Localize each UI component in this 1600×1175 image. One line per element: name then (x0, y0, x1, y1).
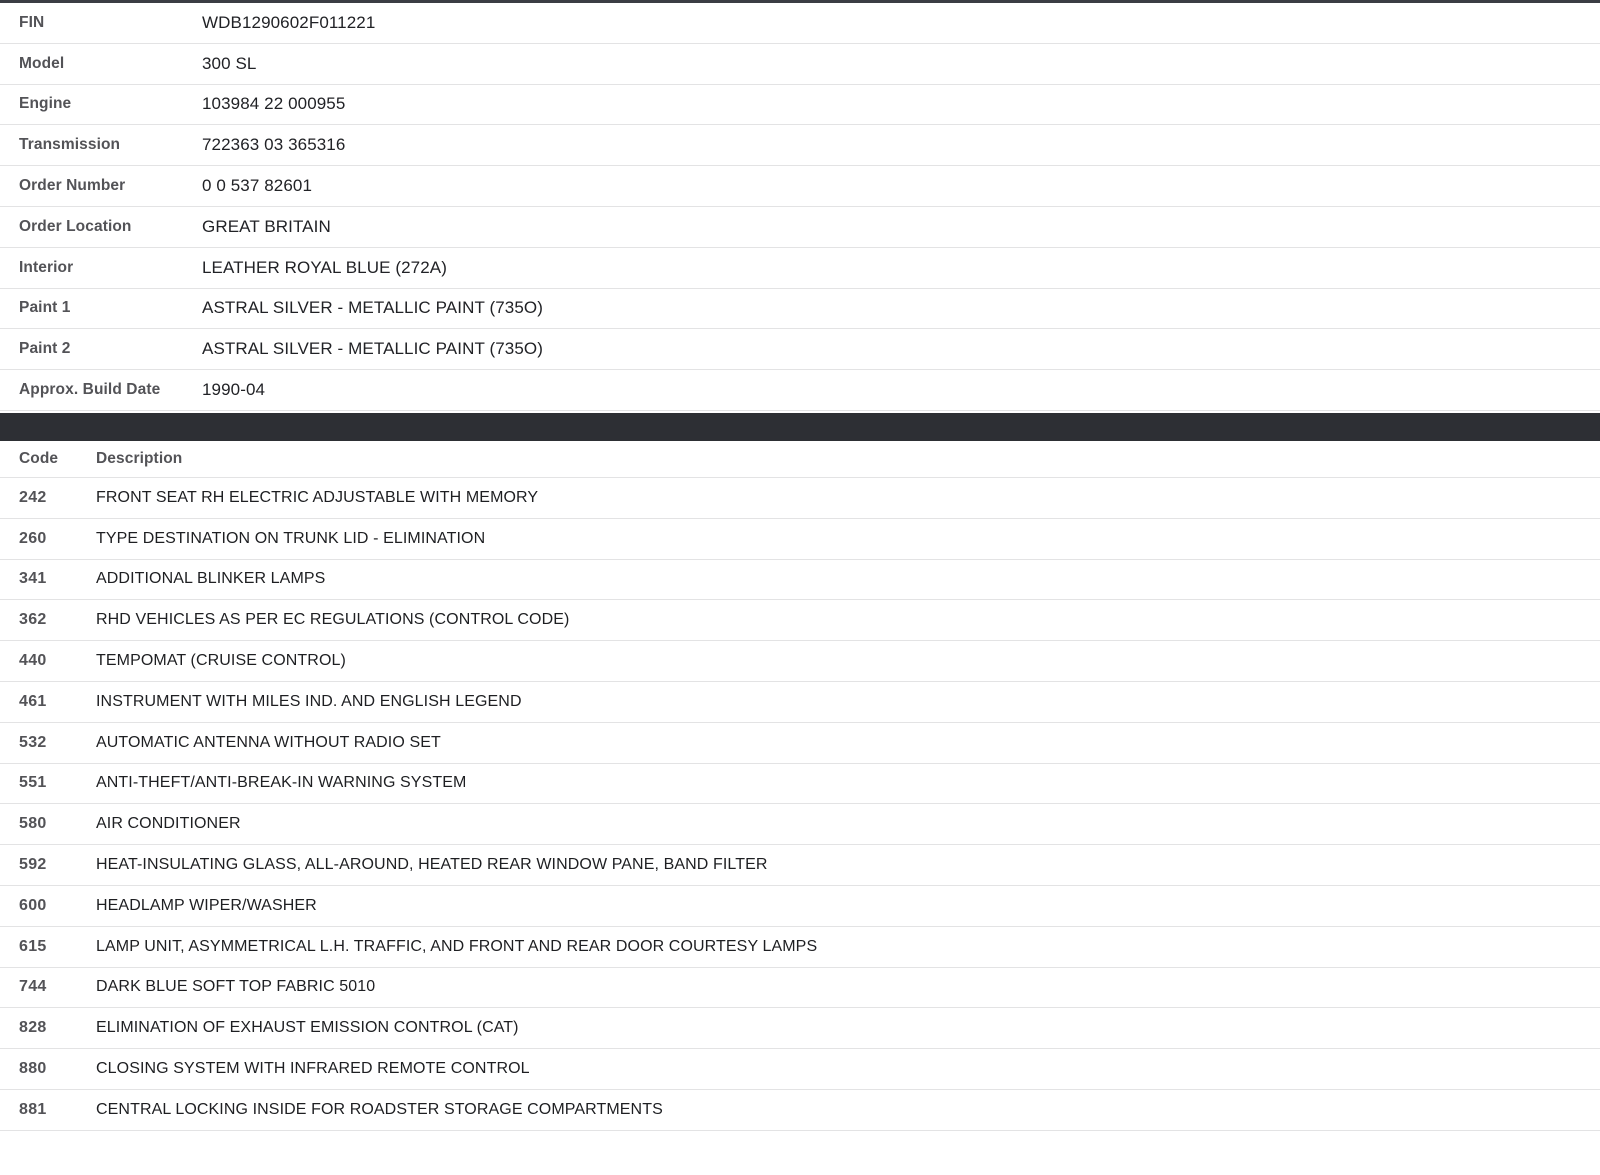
spec-label: Transmission (19, 136, 121, 154)
option-row (0, 478, 1600, 519)
option-row (0, 1090, 1600, 1131)
spec-label: Paint 2 (19, 340, 71, 358)
option-row (0, 845, 1600, 886)
spec-value: 1990-04 (202, 380, 266, 400)
spec-value: LEATHER ROYAL BLUE (272A) (202, 257, 447, 277)
option-code: 362 (19, 611, 47, 629)
options-table (0, 441, 1600, 1131)
spec-value: 0 0 537 82601 (202, 176, 313, 196)
option-row (0, 1008, 1600, 1049)
spec-value: 103984 22 000955 (202, 94, 346, 114)
option-row (0, 560, 1600, 601)
spec-label: FIN (19, 13, 45, 31)
spec-value: ASTRAL SILVER - METALLIC PAINT (735O) (202, 339, 543, 359)
spec-row (0, 248, 1600, 289)
option-row (0, 641, 1600, 682)
option-code: 615 (19, 937, 47, 955)
option-code: 881 (19, 1100, 47, 1118)
option-description: ANTI-THEFT/ANTI-BREAK-IN WARNING SYSTEM (96, 774, 467, 792)
option-description: LAMP UNIT, ASYMMETRICAL L.H. TRAFFIC, AND FRONT AND REAR DOOR COURTESY LAMPS (96, 937, 818, 955)
option-row (0, 1049, 1600, 1090)
option-code: 828 (19, 1019, 47, 1037)
option-description: CLOSING SYSTEM WITH INFRARED REMOTE CONTROL (96, 1060, 530, 1078)
spec-label: Engine (19, 95, 72, 113)
option-row (0, 723, 1600, 764)
spec-label: Paint 1 (19, 299, 71, 317)
option-row (0, 886, 1600, 927)
option-code: 592 (19, 856, 47, 874)
option-description: HEAT-INSULATING GLASS, ALL-AROUND, HEATED REAR WINDOW PANE, BAND FILTER (96, 856, 768, 874)
option-code: 600 (19, 896, 47, 914)
spec-label: Approx. Build Date (19, 381, 161, 399)
option-code: 580 (19, 815, 47, 833)
option-row (0, 519, 1600, 560)
section-divider-bar (0, 413, 1600, 441)
option-row (0, 927, 1600, 968)
option-code: 260 (19, 529, 47, 547)
option-description: TYPE DESTINATION ON TRUNK LID - ELIMINATION (96, 529, 486, 547)
spec-value: WDB1290602F011221 (202, 12, 376, 32)
spec-row (0, 85, 1600, 126)
option-code: 242 (19, 488, 47, 506)
spec-row (0, 125, 1600, 166)
option-code: 551 (19, 774, 47, 792)
spec-row (0, 3, 1600, 44)
option-code: 461 (19, 692, 47, 710)
spec-label: Order Location (19, 217, 132, 235)
spec-row (0, 289, 1600, 330)
spec-row (0, 44, 1600, 85)
options-header-row (0, 441, 1600, 478)
option-description: ADDITIONAL BLINKER LAMPS (96, 570, 326, 588)
option-description: AIR CONDITIONER (96, 815, 241, 833)
spec-value: GREAT BRITAIN (202, 216, 331, 236)
spec-value: 722363 03 365316 (202, 135, 346, 155)
spec-label: Order Number (19, 177, 126, 195)
option-row (0, 764, 1600, 805)
spec-label: Model (19, 54, 65, 72)
spec-row (0, 166, 1600, 207)
option-description: ELIMINATION OF EXHAUST EMISSION CONTROL (CAT) (96, 1019, 519, 1037)
option-description: FRONT SEAT RH ELECTRIC ADJUSTABLE WITH MEMORY (96, 488, 539, 506)
code-column-header: Code (19, 449, 59, 467)
option-row (0, 682, 1600, 723)
option-description: HEADLAMP WIPER/WASHER (96, 896, 317, 914)
spec-row (0, 329, 1600, 370)
option-description: RHD VEHICLES AS PER EC REGULATIONS (CONTROL CODE) (96, 611, 570, 629)
option-description: AUTOMATIC ANTENNA WITHOUT RADIO SET (96, 733, 441, 751)
option-code: 341 (19, 570, 47, 588)
option-code: 744 (19, 978, 47, 996)
option-description: DARK BLUE SOFT TOP FABRIC 5010 (96, 978, 376, 996)
description-column-header: Description (96, 449, 183, 467)
spec-value: ASTRAL SILVER - METALLIC PAINT (735O) (202, 298, 543, 318)
option-description: CENTRAL LOCKING INSIDE FOR ROADSTER STORAGE COMPARTMENTS (96, 1100, 663, 1118)
spec-row (0, 207, 1600, 248)
option-description: TEMPOMAT (CRUISE CONTROL) (96, 652, 346, 670)
option-code: 880 (19, 1060, 47, 1078)
option-row (0, 600, 1600, 641)
vehicle-info-table (0, 3, 1600, 411)
option-code: 532 (19, 733, 47, 751)
option-row (0, 804, 1600, 845)
option-row (0, 968, 1600, 1009)
option-description: INSTRUMENT WITH MILES IND. AND ENGLISH LEGEND (96, 692, 522, 710)
spec-row (0, 370, 1600, 411)
option-code: 440 (19, 652, 47, 670)
spec-label: Interior (19, 258, 74, 276)
spec-value: 300 SL (202, 53, 257, 73)
